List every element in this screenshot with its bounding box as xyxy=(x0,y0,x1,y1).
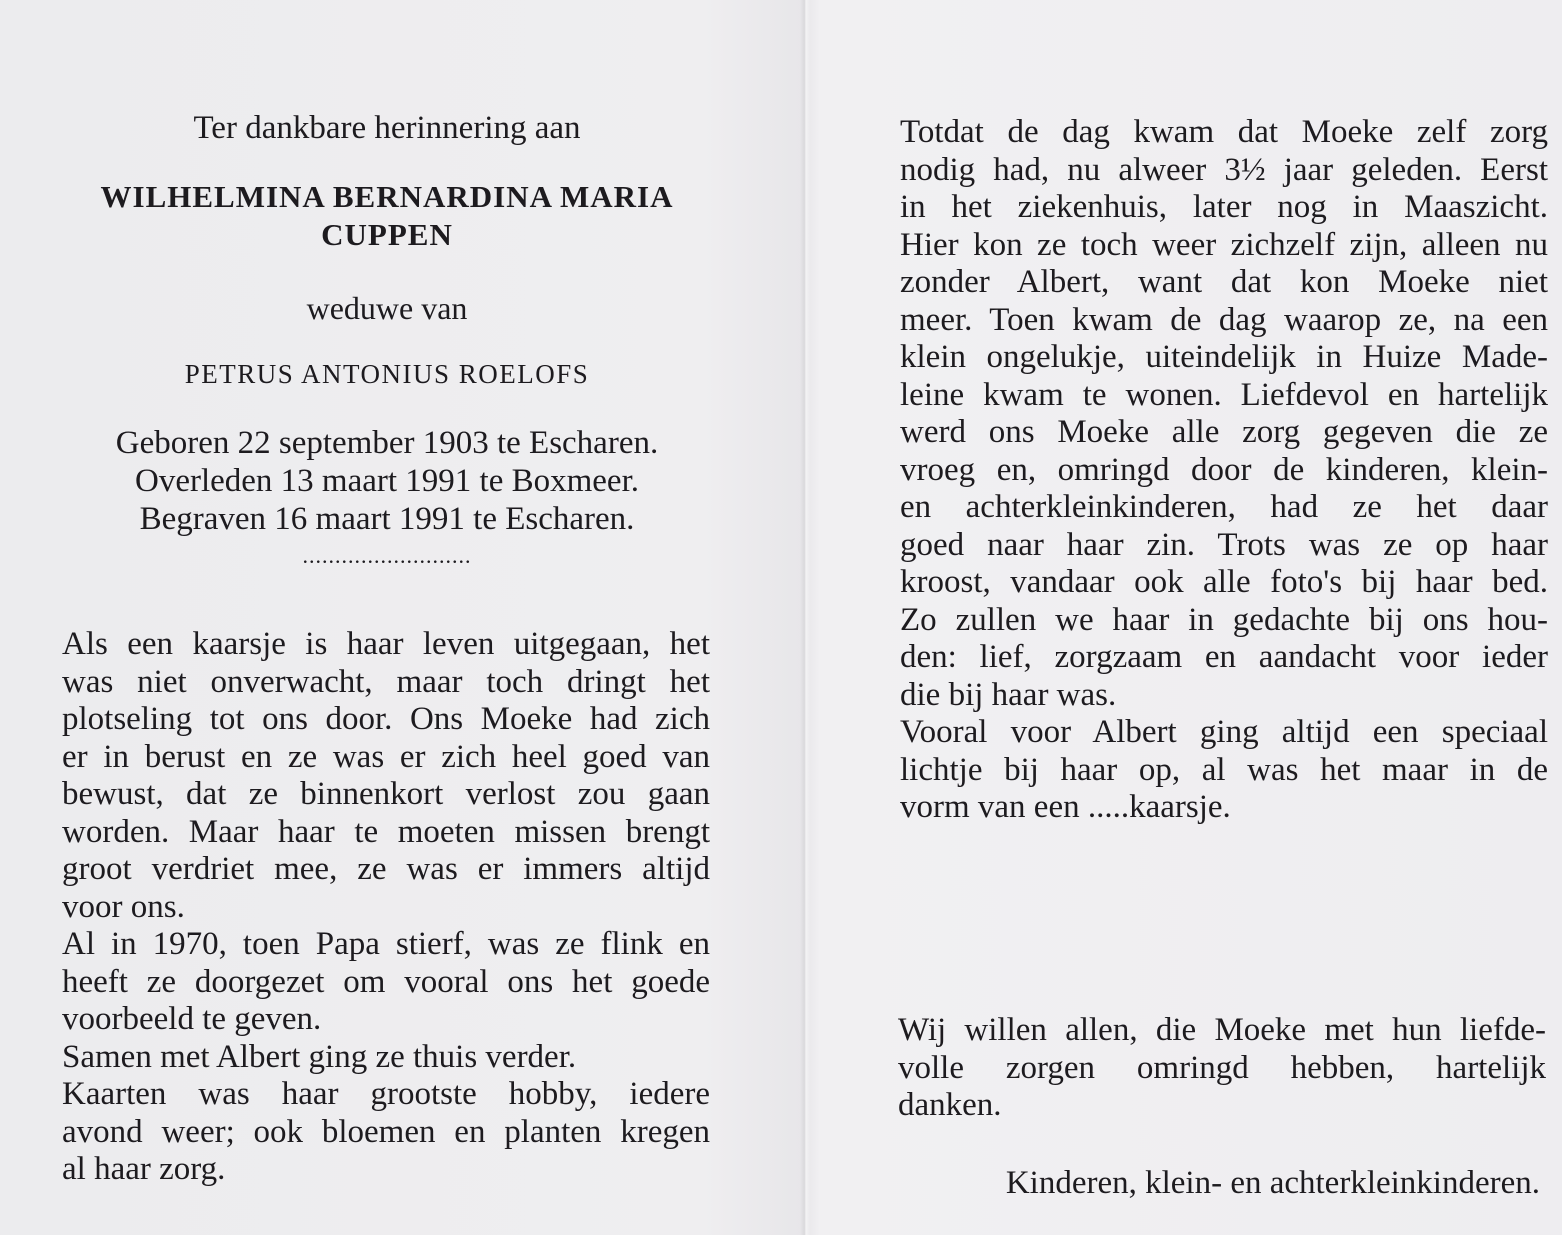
text-line: leine kwam te wonen. Liefdevol en hartelijk xyxy=(900,376,1548,413)
husband-name: PETRUS ANTONIUS ROELOFS xyxy=(184,359,590,389)
card-fold xyxy=(800,0,810,1235)
deceased-name-line-2: CUPPEN xyxy=(321,217,453,252)
text-line: meer. Toen kwam de dag waarop ze, na een xyxy=(900,301,1548,338)
left-text-block xyxy=(62,626,710,1189)
signature-line: Kinderen, klein- en achterkleinkinderen. xyxy=(1005,1165,1540,1201)
deceased-name-line-1: WILHELMINA BERNARDINA MARIA xyxy=(100,179,674,214)
dotted-separator: .......................... xyxy=(302,543,472,568)
text-line: in het ziekenhuis, later nog in Maaszicht. xyxy=(900,189,1548,225)
text-line: Vooral voor Albert ging altijd een speciaal xyxy=(900,714,1548,750)
text-line: Zo zullen we haar in gedachte bij ons hou- xyxy=(900,601,1548,638)
buried-line: Begraven 16 maart 1991 te Escharen. xyxy=(139,501,635,537)
life-dates xyxy=(62,424,712,538)
text-line: en achterkleinkinderen, had ze het daar xyxy=(900,489,1548,525)
born-line: Geboren 22 september 1903 te Escharen. xyxy=(115,425,659,461)
text-line: plotseling tot ons door. Ons Moeke had zich xyxy=(62,701,710,737)
text-line: bewust, dat ze binnenkort verlost zou gaan xyxy=(62,776,710,812)
text-line: Kaarten was haar grootste hobby, iedere xyxy=(62,1076,710,1112)
text-line: werd ons Moeke alle zorg gegeven die ze xyxy=(900,414,1548,450)
text-line: lichtje bij haar op, al was het maar in de xyxy=(900,751,1548,788)
text-line: goed naar haar zin. Trots was ze op haar xyxy=(900,526,1548,563)
text-line: Als een kaarsje is haar leven uitgegaan, het xyxy=(62,626,710,662)
text-line: vorm van een .....kaarsje. xyxy=(900,789,1231,825)
died-line: Overleden 13 maart 1991 te Boxmeer. xyxy=(134,463,639,499)
text-line: klein ongelukje, uiteindelijk in Huize Made- xyxy=(900,339,1548,375)
text-line: was niet onverwacht, maar toch dringt het xyxy=(62,663,710,700)
intro-line: Ter dankbare herinnering aan xyxy=(193,110,581,146)
text-line: avond weer; ook bloemen en planten kregen xyxy=(62,1113,710,1150)
text-line: kroost, vandaar ook alle foto's bij haar bed. xyxy=(900,564,1548,600)
left-panel-header xyxy=(62,108,710,566)
text-line: die bij haar was. xyxy=(900,676,1117,713)
text-line: Al in 1970, toen Papa stierf, was ze flink en xyxy=(62,926,710,962)
text-line: worden. Maar haar te moeten missen brengt xyxy=(62,813,710,850)
text-line: nodig had, nu alweer 3½ jaar geleden. Eerst xyxy=(900,151,1548,188)
thanks-block xyxy=(898,1012,1546,1125)
thanks-line: volle zorgen omringd hebben, hartelijk xyxy=(898,1049,1546,1086)
deceased-name xyxy=(62,178,712,254)
widow-of-line: weduwe van xyxy=(306,290,468,326)
text-line: Totdat de dag kwam dat Moeke zelf zorg xyxy=(900,114,1548,150)
text-line: Samen met Albert ging ze thuis verder. xyxy=(62,1038,577,1075)
right-text-block xyxy=(900,114,1548,827)
thanks-line: danken. xyxy=(898,1087,1002,1123)
text-line: voor ons. xyxy=(62,888,185,925)
text-line: groot verdriet mee, ze was er immers altijd xyxy=(62,851,710,887)
thanks-line: Wij willen allen, die Moeke met hun liefde- xyxy=(898,1012,1546,1048)
text-line: er in berust en ze was er zich heel goed van xyxy=(62,738,710,775)
text-line: den: lief, zorgzaam en aandacht voor ieder xyxy=(900,639,1548,675)
text-line: Hier kon ze toch weer zichzelf zijn, alleen nu xyxy=(900,226,1548,263)
text-line: vroeg en, omringd door de kinderen, klein- xyxy=(900,451,1548,488)
text-line: zonder Albert, want dat kon Moeke niet xyxy=(900,264,1548,300)
text-line: al haar zorg. xyxy=(62,1151,226,1187)
text-line: heeft ze doorgezet om vooral ons het goede xyxy=(62,963,710,1000)
text-line: voorbeeld te geven. xyxy=(62,1001,322,1037)
